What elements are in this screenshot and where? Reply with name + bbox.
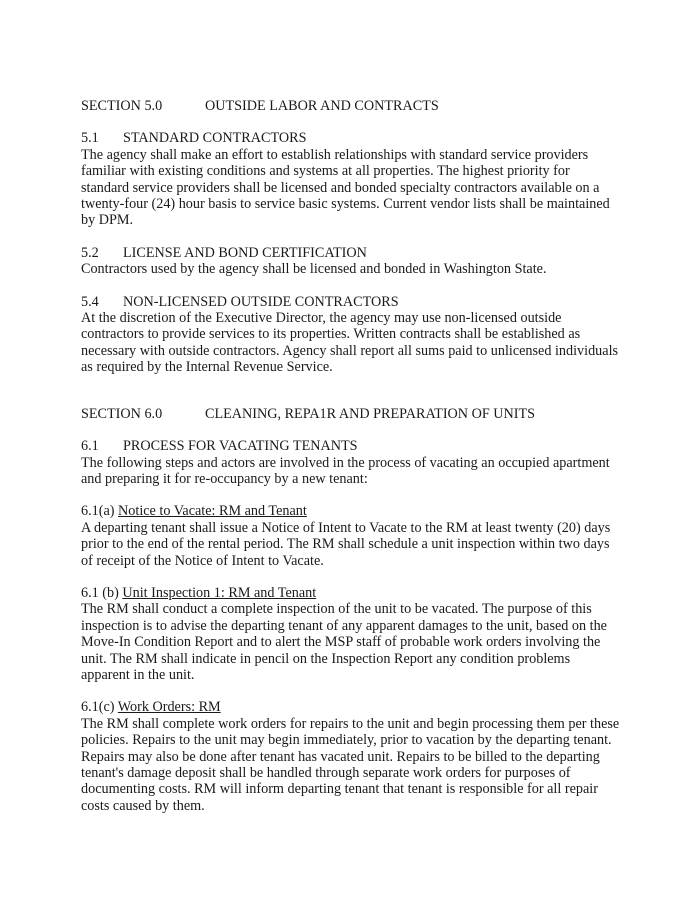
- section-6-heading: [81, 406, 621, 422]
- item-6-1-a-body: A departing tenant shall issue a Notice of Intent to Vacate to the RM at least twenty (20) days prior to the end of the rental period. The RM shall schedule a unit inspection within two days of receipt of the Notice of Intent to Vacate.: [81, 519, 611, 569]
- item-6-1-c-heading: [81, 699, 621, 715]
- subsection-6-1-number: 6.1: [81, 438, 99, 455]
- subsection-6-1-body: The following steps and actors are involved in the process of vacating an occupied apartment and preparing it for re-occupancy by a new tenant:: [81, 454, 610, 487]
- section-5-heading: [81, 98, 621, 114]
- subsection-5-4-heading: [81, 294, 621, 310]
- subsection-5-1-body: The agency shall make an effort to establish relationships with standard service providers familiar with existing conditions and systems at all properties. The highest priority for standard service providers shall be licensed and bonded specialty contractors available on a twenty-four (24) hour basis to service basic systems. Current vendor lists shall be maintained by DPM.: [81, 146, 610, 229]
- section-5-title: OUTSIDE LABOR AND CONTRACTS: [205, 98, 439, 114]
- item-6-1-c-title: Work Orders: RM: [117, 699, 221, 716]
- subsection-5-4-body: At the discretion of the Executive Director, the agency may use non-licensed outside contractors to provide services to its properties. Written contracts shall be established as necessary with outside contractors. Agency shall report all sums paid to unlicensed individuals as required by the Internal Revenue Service.: [81, 310, 619, 376]
- item-6-1-a-heading: [81, 503, 621, 519]
- subsection-5-2-body: Contractors used by the agency shall be licensed and bonded in Washington State.: [81, 261, 547, 278]
- item-6-1-a-prefix: 6.1(a): [81, 503, 119, 520]
- subsection-5-1-title: STANDARD CONTRACTORS: [123, 130, 307, 147]
- subsection-6-1-title: PROCESS FOR VACATING TENANTS: [123, 438, 358, 455]
- document-page: [81, 98, 621, 814]
- subsection-5-4-number: 5.4: [81, 293, 99, 310]
- subsection-5-4-title: NON-LICENSED OUTSIDE CONTRACTORS: [123, 293, 399, 310]
- item-6-1-a-title: Notice to Vacate: RM and Tenant: [118, 503, 307, 520]
- item-6-1-b-heading: [81, 585, 621, 601]
- subsection-5-2-number: 5.2: [81, 244, 99, 261]
- section-5-number: SECTION 5.0: [81, 98, 163, 114]
- item-6-1-b-body: The RM shall conduct a complete inspection of the unit to be vacated. The purpose of this inspection is to advise the departing tenant of any apparent damages to the unit, based on the Move-In Condition Report and to alert the MSP staff of probable work orders involving the unit. The RM shall indicate in pencil on the Inspection Report any condition problems apparent in the unit.: [81, 601, 607, 683]
- subsection-5-2-heading: [81, 245, 621, 261]
- item-6-1-c-body: The RM shall complete work orders for repairs to the unit and begin processing them per these policies. Repairs to the unit may begin immediately, prior to vacation by the departing tenant. Repairs may also be done after tenant has vacated unit. Repairs to be billed to the departing tenant's damage deposit shall be handled through separate work orders for purposes of documenting costs. RM will inform departing tenant that tenant is responsible for all repair costs caused by them.: [81, 715, 620, 814]
- subsection-5-2-title: LICENSE AND BOND CERTIFICATION: [123, 244, 367, 261]
- subsection-6-1-heading: [81, 438, 621, 454]
- item-6-1-c-prefix: 6.1(c): [81, 699, 118, 716]
- section-6-number: SECTION 6.0: [81, 405, 163, 422]
- item-6-1-b-title: Unit Inspection 1: RM and Tenant: [122, 584, 317, 601]
- subsection-5-1-number: 5.1: [81, 130, 99, 147]
- section-6-title: CLEANING, REPA1R AND PREPARATION OF UNITS: [205, 405, 536, 422]
- item-6-1-b-prefix: 6.1 (b): [81, 584, 123, 601]
- subsection-5-1-heading: [81, 130, 621, 146]
